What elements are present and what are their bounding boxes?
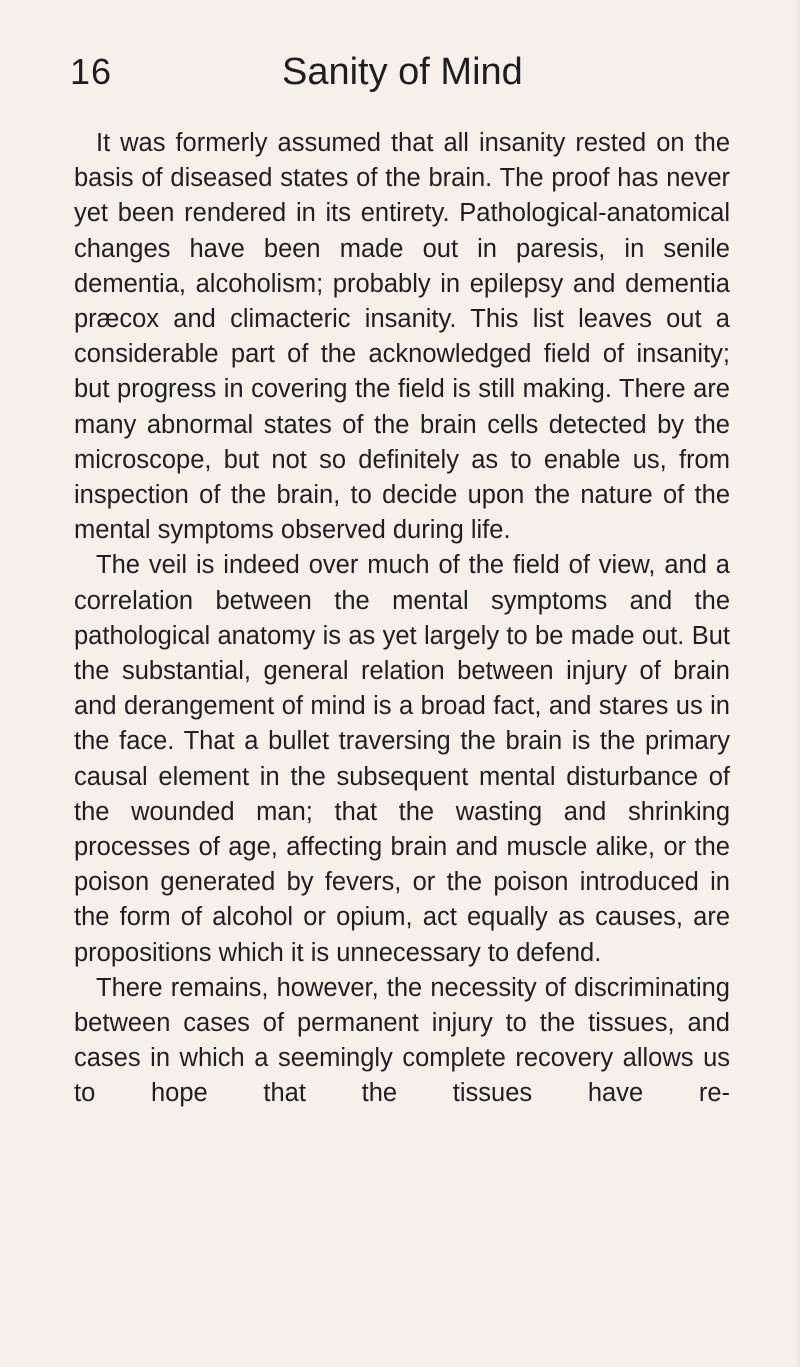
page-number: 16 [70,51,113,92]
page-edge-shadow [794,0,800,1367]
running-title: Sanity of Mind [282,51,523,93]
paragraph-3: There remains, however, the necessity of discriminating between cases of permanent injury to the tissues, and cases in which a seemingly complete recovery allows us to hope that the tissues have re- [74,973,730,1108]
paragraph-2: The veil is indeed over much of the field of view, and a correlation between the mental symptoms and the pathological anatomy is as yet largely to be made out. But the substantial, general relation between injury of brain and derangement of mind is a broad fact, and stares us in the face. That a bullet traversing the brain is the primary causal element in the subsequent mental disturbance of the wounded man; that the wasting and shrinking processes of age, affecting brain and muscle alike, or the poison generated by fevers, or the poison introduced in the form of alcohol or opium, act equally as causes, are propositions which it is unnecessary to defend. [74,551,730,967]
body-text [74,126,730,1112]
paragraph-1: It was formerly assumed that all insanity rested on the basis of diseased states of the brain. The proof has never yet been rendered in its entirety. Pathological-anatomical changes have been made out in paresis, in senile dementia, alcoholism; probably in epilepsy and dementia præcox and climacteric insanity. This list leaves out a considerable part of the acknowledged field of insanity; but progress in covering the field is still making. There are many abnormal states of the brain cells detected by the microscope, but not so definitely as to enable us, from inspection of the brain, to decide upon the nature of the mental symptoms observed during life. [74,129,730,545]
page-header [70,44,730,104]
